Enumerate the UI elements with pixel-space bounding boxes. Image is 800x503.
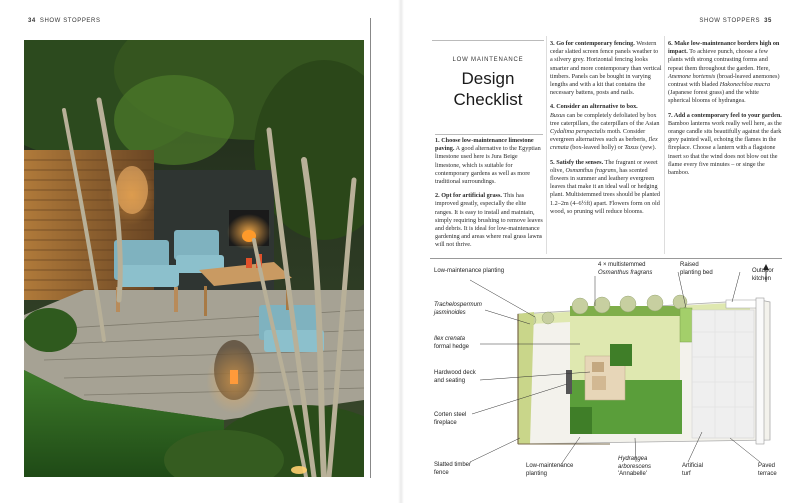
right-running-head [699,18,776,24]
label-slatted-fence: Slatted timber fence [434,462,472,476]
label-hydrangea: Hydrangea arborescens 'Annabelle' [618,456,652,477]
page-divider [370,18,371,478]
checklist-item-3: 3. Go for contemporary fencing. Western cedar slatted screen fence panels weather to a silvery grey. Horizontal fencing looks smarter and more contemporary than vertical timbers. Panels can be bought in varying lengths and with a kit that contains the necessary battens, posts and nails. [550,40,662,97]
checklist-item-6: 6. Make low-maintenance borders high on impact. To achieve punch, choose a few plants with strong contrasting forms and repeat them throughout the garden. Here, Anemone hortensis (broad-leaved anemones) contrast with bladed Hakonechloa macra (Japanese forest grass) and the white spherical blooms of hydrangea. [668,40,780,105]
left-folio: 34 [28,18,36,24]
label-low-maintenance-planting-bottom: Low-maintenance planting [526,463,574,477]
book-gutter [398,0,404,503]
label-osmanthus: 4 × multistemmed Osmanthus fragrans [598,262,653,276]
column-rule [664,36,665,254]
checklist-column-1 [435,134,543,256]
plan-top-rule [430,258,782,259]
left-running-head [24,18,101,24]
checklist-column-3 [668,40,782,183]
design-checklist-title-block [432,40,544,128]
garden-plan [430,262,782,480]
garden-plan-drawing [430,262,782,480]
checklist-item-1: 1. Choose low-maintenance limestone paving. A good alternative to the Egyptian limestone used here is Jura Beige limestone, which is suitable for contemporary gardens as well as more traditional surroundings. [435,137,541,186]
label-paved-terrace: Paved terrace [758,463,777,477]
right-folio: 35 [764,18,772,24]
garden-photo [24,40,364,477]
label-raised-bed: Raised planting bed [680,262,713,276]
page-title-line-1: Design [461,69,515,88]
label-deck-seating: Hardwood deck and seating [434,370,476,384]
label-corten-fireplace: Corten steel fireplace [434,412,467,426]
label-outdoor-kitchen: Outdoor kitchen [752,268,774,282]
checklist-item-7: 7. Add a contemporary feel to your garden. Bamboo lanterns work really well here, as the orange candle sits beautifully against the dark grey painted wall, echoing the flames in the fireplace. Choose a lantern with a flagstone insert so that the wind does not blow out the flame every five minutes – or singe the bamboo. [668,111,782,177]
label-ilex-hedge: Ilex crenata formal hedge [434,336,470,350]
label-trachelospermum: Trachelospermum jasminoides [434,302,482,316]
checklist-column-2 [550,40,662,222]
page-title [432,68,544,110]
checklist-item-4: 4. Consider an alternative to box. Buxus can be completely defoliated by box tree caterpillars, the caterpillars of the Asian Cydalima perspectalis moth. Consider evergreen alternatives such as berberis, Ilex crenata (box-leaved holly) or Taxus (yew). [550,103,660,152]
checklist-item-2: 2. Opt for artificial grass. This has improved greatly, especially the elite ranges. It is easy to install and maintain, simply requiring brushing to remove leaves and debris. It is ideal for low-maintenance gardening and areas where real grass lawns will not thrive. [435,192,543,249]
label-artificial-turf: Artificial turf [682,463,704,477]
page-title-line-2: Checklist [453,90,523,109]
column-rule [546,36,547,254]
left-section-name: SHOW STOPPERS [39,18,101,24]
checklist-item-5: 5. Satisfy the senses. The fragrant or sweet olive, Osmanthus fragrans, has scented flowers in summer and leathery evergreen leaves that make it an ideal wall or hedging plant. Multistemmed trees should be planted 1.2–2m (4–6½ft) apart. Flowers form on old wood, so pruning will reduce blooms. [550,158,660,215]
label-low-maintenance-planting-top: Low-maintenance planting [434,268,505,274]
title-kicker: LOW MAINTENANCE [452,57,524,63]
right-section-name: SHOW STOPPERS [699,18,761,24]
